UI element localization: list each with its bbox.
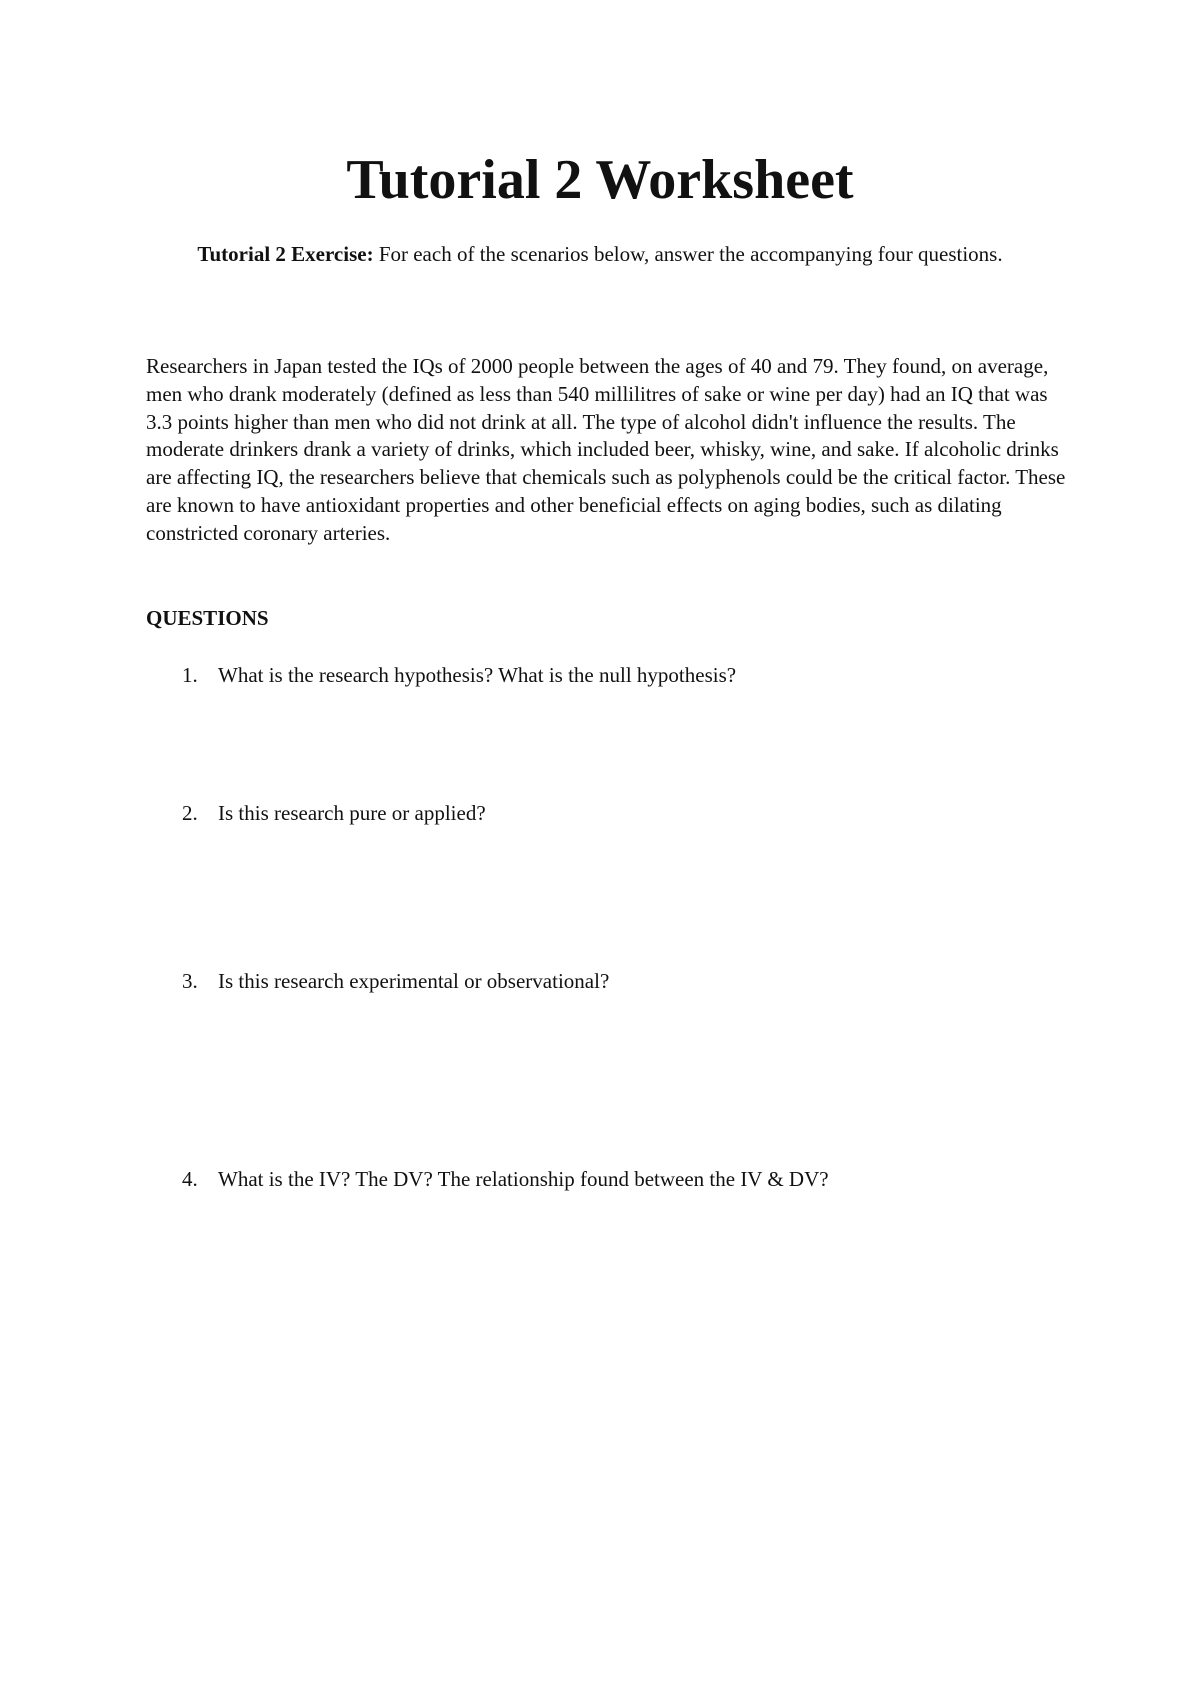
exercise-text: For each of the scenarios below, answer the accompanying four questions.: [373, 242, 1003, 266]
page-title: Tutorial 2 Worksheet: [346, 149, 854, 211]
exercise-label: Tutorial 2 Exercise:: [197, 242, 374, 266]
questions-heading: QUESTIONS: [146, 606, 269, 630]
question-text: Is this research pure or applied?: [218, 801, 486, 825]
question-item: [146, 1165, 1046, 1193]
question-item: [146, 967, 1046, 995]
question-number: 1.: [182, 663, 198, 687]
exercise-instructions: [170, 240, 1030, 268]
question-item: [146, 799, 1046, 827]
question-number: 3.: [182, 969, 198, 993]
question-number: 4.: [182, 1167, 198, 1191]
question-number: 2.: [182, 801, 198, 825]
question-item: [146, 661, 1046, 689]
question-text: What is the IV? The DV? The relationship found between the IV & DV?: [218, 1167, 829, 1191]
question-text: Is this research experimental or observational?: [218, 969, 610, 993]
scenario-paragraph: Researchers in Japan tested the IQs of 2000 people between the ages of 40 and 79. They found, on average, men who drank moderately (defined as less than 540 millilitres of sake or wine per day) had an IQ that was 3.3 points higher than men who did not drink at all. The type of alcohol didn't influence the results. The moderate drinkers drank a variety of drinks, which included beer, whisky, wine, and sake. If alcoholic drinks are affecting IQ, the researchers believe that chemicals such as polyphenols could be the critical factor. These are known to have antioxidant properties and other beneficial effects on aging bodies, such as dilating constricted coronary arteries.: [146, 354, 1066, 545]
question-text: What is the research hypothesis? What is the null hypothesis?: [218, 663, 737, 687]
